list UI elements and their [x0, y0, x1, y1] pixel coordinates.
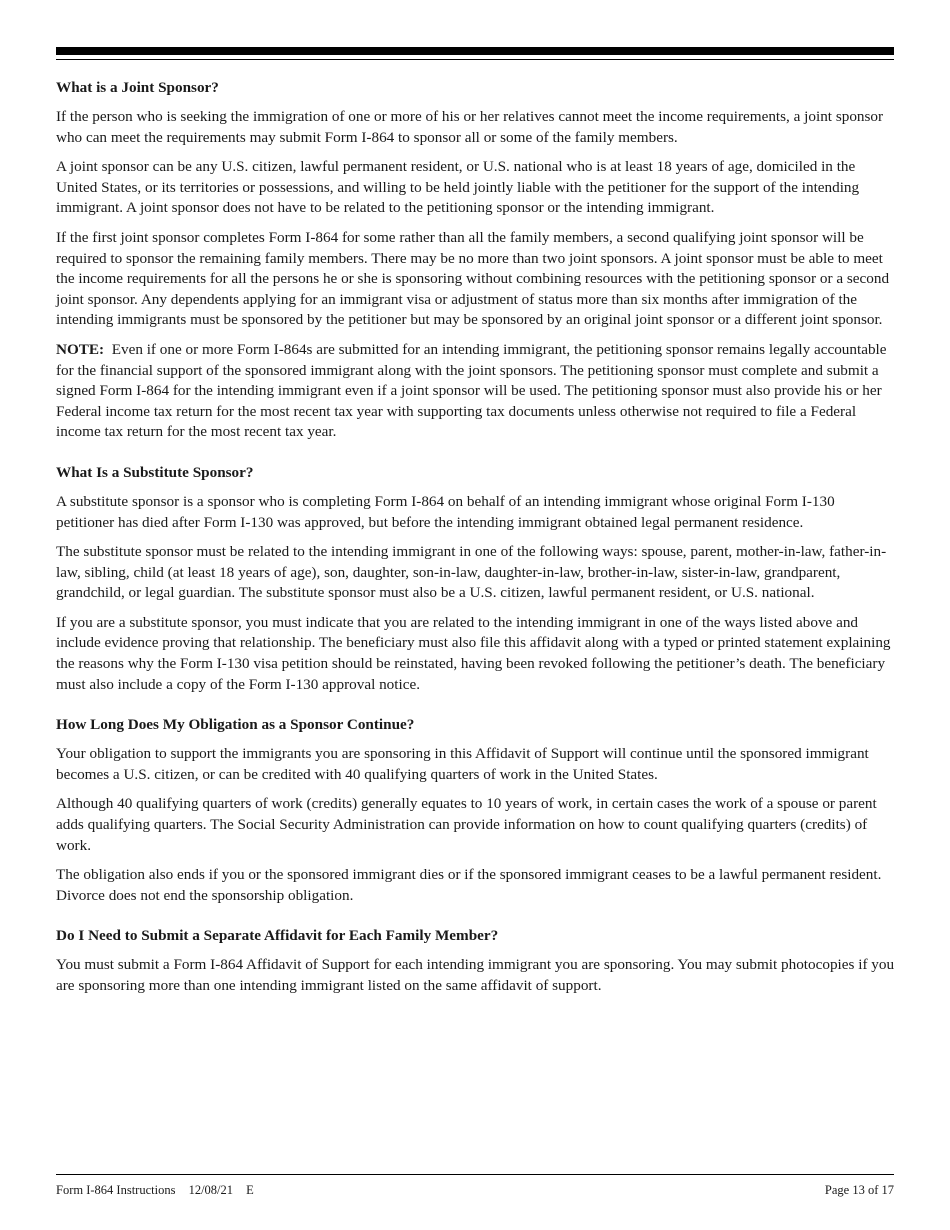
footer-rule — [56, 1174, 894, 1175]
paragraph: A joint sponsor can be any U.S. citizen, lawful permanent resident, or U.S. national who is at least 18 years of age, domiciled in the United States, or its territories or possessions, and willing to be held jointly liable with the petitioner for the support of the intending immigrant. A joint sponsor does not have to be related to the petitioning sponsor or the intending immigrant. — [56, 158, 860, 217]
footer-page-number: Page 13 of 17 — [824, 1183, 894, 1197]
section-joint-sponsor — [56, 78, 896, 443]
section-obligation-duration — [56, 715, 896, 906]
footer-form-info — [56, 1183, 264, 1198]
note-label: NOTE: — [56, 340, 105, 358]
footer-date: 12/08/21 — [188, 1183, 234, 1197]
paragraph: If the person who is seeking the immigration of one or more of his or her relatives cannot meet the income requirements, a joint sponsor who can meet the requirements may submit Form I-864 to sponsor all or some of the family members. — [56, 108, 884, 146]
section-heading: What Is a Substitute Sponsor? — [56, 463, 254, 481]
section-substitute-sponsor — [56, 463, 896, 695]
paragraph: If the first joint sponsor completes Form I-864 for some rather than all the family members, a second qualifying joint sponsor will be required to sponsor the remaining family members. There may be no more than two joint sponsors. A joint sponsor must be able to meet the income requirements for all the persons he or she is sponsoring without combining resources with the petitioning sponsor or a second joint sponsor. Any dependents applying for an immigrant visa or adjustment of status more than six months after immigration of the intending immigrants must be sponsored by the petitioner but may be sponsored by an original joint sponsor or a different joint sponsor. — [56, 228, 890, 329]
footer-form-name: Form I-864 Instructions — [56, 1183, 176, 1197]
section-separate-affidavit — [56, 926, 896, 996]
note-paragraph — [56, 340, 896, 443]
paragraph: A substitute sponsor is a sponsor who is completing Form I-864 on behalf of an intending immigrant whose original Form I-130 petitioner has died after Form I-130 was approved, but before the intending immigrant obtained legal permanent residence. — [56, 492, 835, 531]
paragraph: The substitute sponsor must be related to the intending immigrant in one of the following ways: spouse, parent, mother-in-law, father-in-law, sibling, child (at least 18 years of age), son, daughter, son-in-law, daughter-in-law, brother-in-law, sister-in-law, grandparent, grandchild, or legal guardian. The substitute sponsor must also be a U.S. citizen, lawful permanent resident, or U.S. national. — [56, 543, 887, 602]
paragraph: If you are a substitute sponsor, you must indicate that you are related to the intending immigrant in one of the ways listed above and include evidence proving that relationship. The beneficiary must also file this affidavit along with a typed or printed statement explaining the reasons why the Form I-130 visa petition should be reinstated, having been revoked following the petitioner’s death. The beneficiary must also include a copy of the Form I-130 approval notice. — [56, 613, 891, 693]
header-rule-thick — [56, 47, 894, 55]
paragraph: You must submit a Form I-864 Affidavit of Support for each intending immigrant you are sponsoring. You may submit photocopies if you are sponsoring more than one intending immigrant listed on the same affidavit of support. — [56, 956, 895, 994]
header-rule-thin — [56, 59, 894, 60]
section-heading: What is a Joint Sponsor? — [56, 79, 219, 96]
footer-edition: E — [246, 1183, 254, 1197]
paragraph: Although 40 qualifying quarters of work (credits) generally equates to 10 years of work, in certain cases the work of a spouse or parent adds qualifying quarters. The Social Security Administration can provide information on how to count qualifying quarters (credits) of work. — [56, 795, 877, 854]
paragraph: Your obligation to support the immigrants you are sponsoring in this Affidavit of Support will continue until the sponsored immigrant becomes a U.S. citizen, or can be credited with 40 qualifying quarters of work in the United States. — [56, 745, 869, 783]
paragraph: The obligation also ends if you or the sponsored immigrant dies or if the sponsored immigrant ceases to be a lawful permanent resident. Divorce does not end the sponsorship obligation. — [56, 866, 882, 904]
section-heading: Do I Need to Submit a Separate Affidavit for Each Family Member? — [56, 927, 499, 945]
document-body — [56, 78, 896, 1017]
section-heading: How Long Does My Obligation as a Sponsor Continue? — [56, 716, 415, 734]
note-text: Even if one or more Form I-864s are submitted for an intending immigrant, the petitioning sponsor remains legally accountable for the financial support of the sponsored immigrant along with the joint sponsors. The petitioning sponsor must complete and submit a signed Form I-864 for the intending immigrant even if a joint sponsor will be used. The petitioning sponsor must also provide his or her Federal income tax return for the most recent tax year with supporting tax documents unless otherwise not required to file a Federal income tax return for the most recent tax year. — [56, 340, 887, 441]
